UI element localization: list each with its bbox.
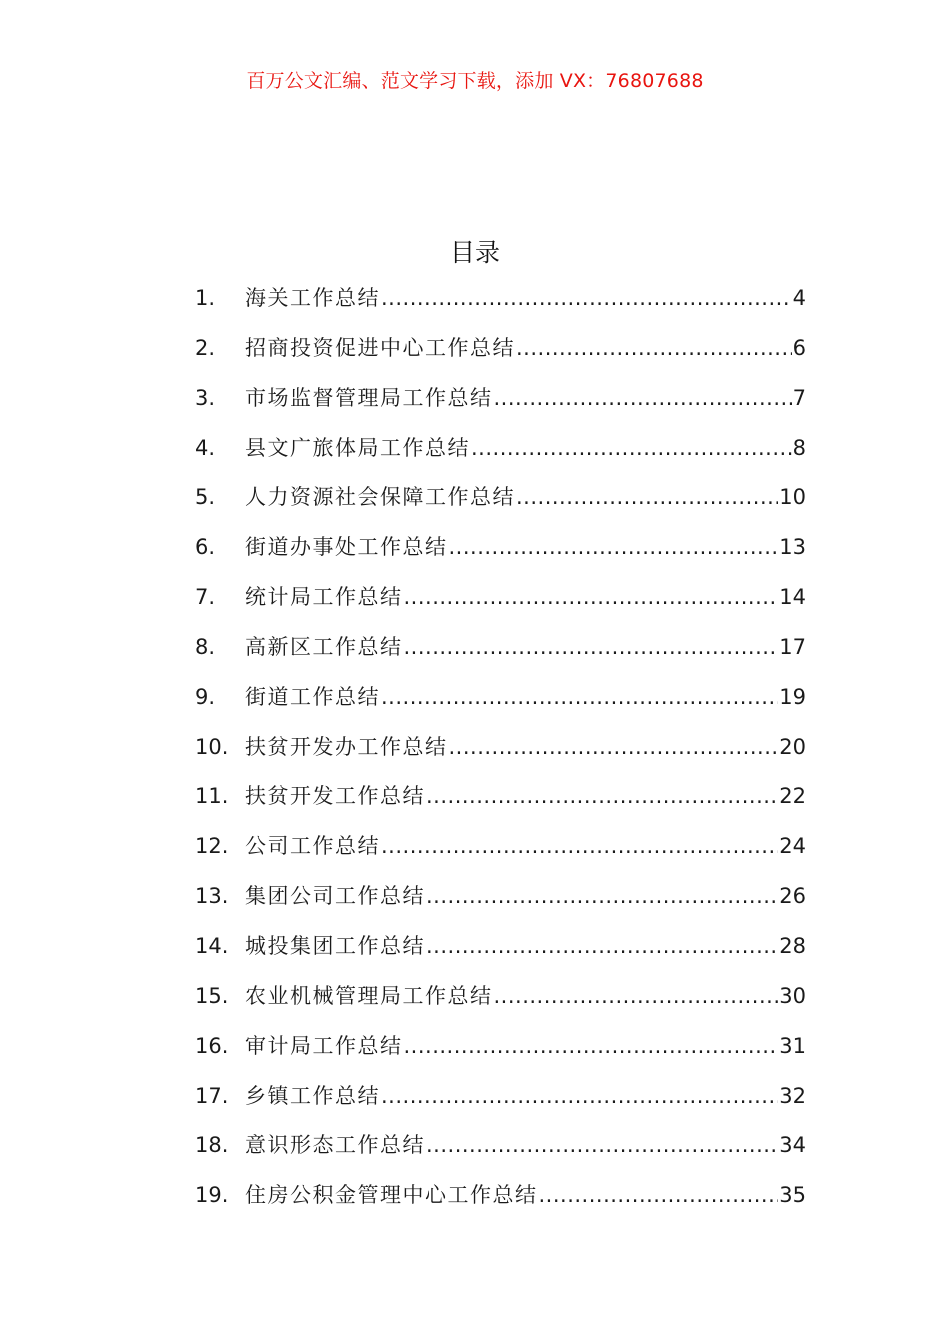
toc-entry[interactable] (195, 432, 806, 482)
toc-entry-label: 海关工作总结 (245, 286, 380, 310)
toc-entry-label: 审计局工作总结 (245, 1033, 403, 1058)
toc-entry-number: 2. (195, 335, 216, 360)
toc-entry-label: 街道工作总结 (245, 684, 380, 709)
toc-entry-number: 11. (195, 784, 229, 809)
toc-entry[interactable] (195, 980, 806, 1030)
toc-entry[interactable] (195, 681, 806, 731)
toc-entry-label: 扶贫开发工作总结 (245, 784, 425, 809)
toc-entry-page: 6 (792, 335, 806, 360)
dot-leader (426, 934, 778, 958)
toc-entry[interactable] (195, 481, 806, 531)
toc-title: 目录 (449, 238, 500, 267)
toc-entry-label: 街道办事处工作总结 (245, 535, 448, 560)
toc-entry-number: 18. (195, 1133, 229, 1158)
toc-entry[interactable] (195, 930, 806, 980)
toc-entry-number: 16. (195, 1033, 229, 1058)
toc-entry-number: 15. (195, 983, 229, 1008)
toc-entry-page: 34 (779, 1133, 806, 1158)
toc-entry-label: 县文广旅体局工作总结 (245, 435, 470, 460)
dot-leader (539, 1183, 779, 1207)
toc-entry[interactable] (195, 1179, 806, 1229)
toc-entry-number: 14. (195, 933, 229, 958)
toc-entry[interactable] (195, 731, 806, 781)
toc-entry-page: 31 (779, 1033, 806, 1058)
toc-entry-number: 13. (195, 884, 229, 909)
dot-leader (426, 1133, 778, 1157)
toc-entry-page: 7 (792, 385, 806, 410)
dot-leader (426, 784, 778, 808)
toc-entry[interactable] (195, 780, 806, 830)
toc-entry-page: 32 (779, 1083, 806, 1108)
toc-entry-number: 19. (195, 1183, 229, 1208)
dot-leader (381, 834, 778, 858)
toc-entry[interactable] (195, 531, 806, 581)
toc-entry[interactable] (195, 830, 806, 880)
toc-entry-label: 招商投资促进中心工作总结 (245, 335, 515, 360)
dot-leader (426, 884, 778, 908)
toc-entry[interactable] (195, 581, 806, 631)
dot-leader (449, 735, 779, 759)
header-banner: 百万公文汇编、范文学习下载，添加 VX：76807688 (246, 70, 704, 92)
toc-entry-number: 10. (195, 734, 229, 759)
toc-entry-number: 9. (195, 684, 216, 709)
toc-entry[interactable] (195, 382, 806, 432)
toc-entry-page: 24 (779, 834, 806, 859)
toc-entry-label: 统计局工作总结 (245, 585, 403, 610)
dot-leader (381, 1084, 778, 1108)
dot-leader (471, 436, 792, 460)
toc-entry-page: 35 (779, 1183, 806, 1208)
toc-entry-page: 10 (779, 485, 806, 510)
dot-leader (381, 685, 778, 709)
toc-entry-page: 4 (792, 286, 806, 310)
toc-entry-label: 意识形态工作总结 (245, 1133, 425, 1158)
toc-entry-label: 农业机械管理局工作总结 (245, 983, 493, 1008)
toc-entry-label: 公司工作总结 (245, 834, 380, 859)
toc-entry[interactable] (195, 332, 806, 382)
toc-entry-page: 28 (779, 933, 806, 958)
toc-entry-label: 高新区工作总结 (245, 634, 403, 659)
toc-entry[interactable] (195, 880, 806, 930)
toc-entry[interactable] (195, 631, 806, 681)
toc-entry-number: 6. (195, 535, 216, 560)
toc-entry[interactable] (195, 1129, 806, 1179)
dot-leader (494, 386, 792, 410)
toc-entry-label: 城投集团工作总结 (245, 933, 425, 958)
toc-entry-page: 26 (779, 884, 806, 909)
toc-entry[interactable] (195, 282, 806, 332)
toc-entry[interactable] (195, 1080, 806, 1130)
toc-entry-number: 1. (195, 286, 216, 310)
toc-entry-page: 19 (779, 684, 806, 709)
dot-leader (516, 336, 792, 360)
dot-leader (494, 984, 779, 1008)
toc-entry-page: 22 (779, 784, 806, 809)
toc-entry-number: 7. (195, 585, 216, 610)
dot-leader (381, 286, 792, 310)
toc-entry[interactable] (195, 1030, 806, 1080)
toc-entry-number: 5. (195, 485, 216, 510)
toc-entry-label: 人力资源社会保障工作总结 (245, 485, 515, 510)
toc-entry-label: 乡镇工作总结 (245, 1083, 380, 1108)
toc-entry-page: 30 (779, 983, 806, 1008)
toc-entry-page: 17 (779, 634, 806, 659)
dot-leader (404, 585, 779, 609)
dot-leader (516, 485, 778, 509)
toc-entry-number: 3. (195, 385, 216, 410)
toc-entry-label: 集团公司工作总结 (245, 884, 425, 909)
dot-leader (449, 535, 779, 559)
dot-leader (404, 1034, 779, 1058)
toc-entry-page: 14 (779, 585, 806, 610)
toc-entry-label: 住房公积金管理中心工作总结 (245, 1183, 538, 1208)
toc-list (195, 282, 806, 1229)
toc-entry-label: 市场监督管理局工作总结 (245, 385, 493, 410)
dot-leader (404, 635, 779, 659)
toc-entry-label: 扶贫开发办工作总结 (245, 734, 448, 759)
toc-entry-page: 20 (779, 734, 806, 759)
toc-entry-number: 17. (195, 1083, 229, 1108)
toc-entry-number: 4. (195, 435, 216, 460)
toc-entry-page: 8 (792, 435, 806, 460)
toc-entry-page: 13 (779, 535, 806, 560)
toc-entry-number: 8. (195, 634, 216, 659)
toc-entry-number: 12. (195, 834, 229, 859)
